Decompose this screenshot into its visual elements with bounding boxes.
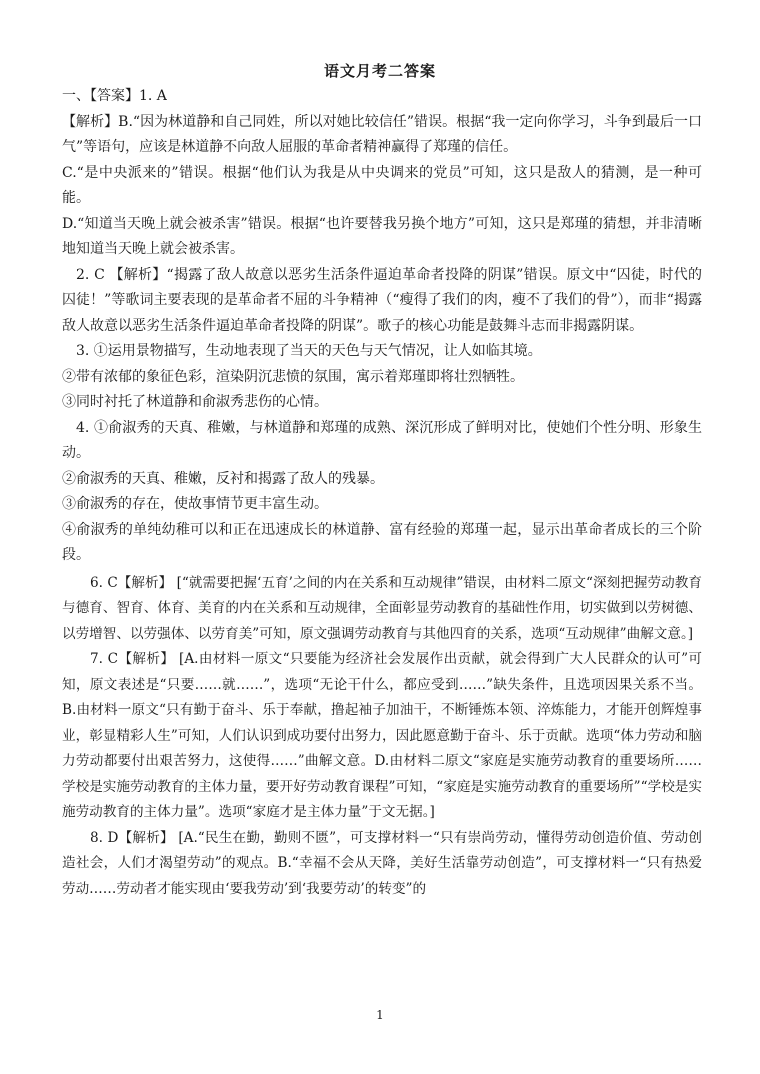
answer-q2: 2. C 【解析】“揭露了敌人故意以恶劣生活条件逼迫革命者投降的阴谋”错误。原文中“囚徒，时代的囚徒！”等歌词主要表现的是革命者不屈的斗争精神（“瘦得了我们的肉，瘦不了我们的骨”），而非“揭露敌人故意以恶劣生活条件逼迫革命者投降的阴谋”。歌子的核心功能是鼓舞斗志而非揭露阴谋。 xyxy=(62,266,702,334)
document-body xyxy=(62,84,702,902)
answer-q3-point2: ②带有浓郁的象征色彩，渲染阴沉悲愤的氛围，寓示着郑瑾即将壮烈牺牲。 xyxy=(62,368,524,385)
analysis-q1-c: C.“是中央派来的”错误。根据“他们认为我是从中央调来的党员”可知，这只是敌人的猜测，是一种可能。 xyxy=(62,164,702,206)
answer-q8: 8. D【解析】 [A.“民生在勤，勤则不匮”，可支撑材料一“只有崇尚劳动，懂得劳动创造价值、劳动创造社会，人们才渴望劳动”的观点。B.“幸福不会从天降，美好生活靠劳动创造”，可支撑材料一“只有热爱劳动……劳动者才能实现由‘要我劳动’到‘我要劳动’的转变”的 xyxy=(62,829,702,897)
answer-q4-point3: ③俞淑秀的存在，使故事情节更丰富生动。 xyxy=(62,496,328,512)
answer-q4-point4: ④俞淑秀的单纯幼稚可以和正在迅速成长的林道静、富有经验的郑瑾一起，显示出革命者成长的三个阶段。 xyxy=(62,521,702,563)
answer-heading-q1: 一、【答案】1. A xyxy=(62,88,167,104)
analysis-q1-b: 【解析】B.“因为林道静和自己同姓，所以对她比较信任”错误。根据“我一定向你学习，斗争到最后一口气”等语句，应该是林道静不向敌人屈服的革命者精神赢得了郑瑾的信任。 xyxy=(62,113,702,155)
answer-q7: 7. C【解析】 [A.由材料一原文“只要能为经济社会发展作出贡献，就会得到广大人民群众的认可”可知，原文表述是“只要……就……”，选项“无论干什么，都应受到……”缺失条件，且选项因果关系不当。B.由材料一原文“只有勤于奋斗、乐于奉献，撸起袖子加油干，不断锤炼本领、淬炼能力，才能开创辉煌事业，彰显精彩人生”可知，人们认识到成功要付出努力，因此愿意勤于奋斗、乐于贡献。选项“体力劳动和脑力劳动都要付出艰苦努力，这使得……”曲解文意。D.由材料二原文“家庭是实施劳动教育的重要场所……学校是实施劳动教育的主体力量，要开好劳动教育课程”可知，“家庭是实施劳动教育的重要场所”“学校是实施劳动教育的主体力量”。选项“家庭才是主体力量”于文无据。] xyxy=(62,651,702,820)
answer-q3-point1: 3. ①运用景物描写，生动地表现了当天的天色与天气情况，让人如临其境。 xyxy=(76,343,542,359)
analysis-q1-d: D.“知道当天晚上就会被杀害”错误。根据“也许要替我另换个地方”可知，这只是郑瑾的猜想，并非清晰地知道当天晚上就会被杀害。 xyxy=(62,215,702,257)
answer-q4-point1: 4. ①俞淑秀的天真、稚嫩，与林道静和郑瑾的成熟、深沉形成了鲜明对比，使她们个性分明、形象生动。 xyxy=(62,419,702,461)
page-title: 语文月考二答案 xyxy=(323,62,436,80)
answer-q6: 6. C【解析】 [“就需要把握‘五育’之间的内在关系和互动规律”错误，由材料二原文“深刻把握劳动教育与德育、智育、体育、美育的内在关系和互动规律，全面彰显劳动教育的基础性作用，切实做到以劳树德、以劳增智、以劳强体、以劳育美”可知，原文强调劳动教育与其他四育的关系，选项“互动规律”曲解文意。] xyxy=(62,574,702,642)
answer-q4-point2: ②俞淑秀的天真、稚嫩，反衬和揭露了敌人的残暴。 xyxy=(62,470,384,487)
page-number: 1 xyxy=(376,1008,384,1022)
answer-q3-point3: ③同时衬托了林道静和俞淑秀悲伤的心情。 xyxy=(62,394,328,410)
